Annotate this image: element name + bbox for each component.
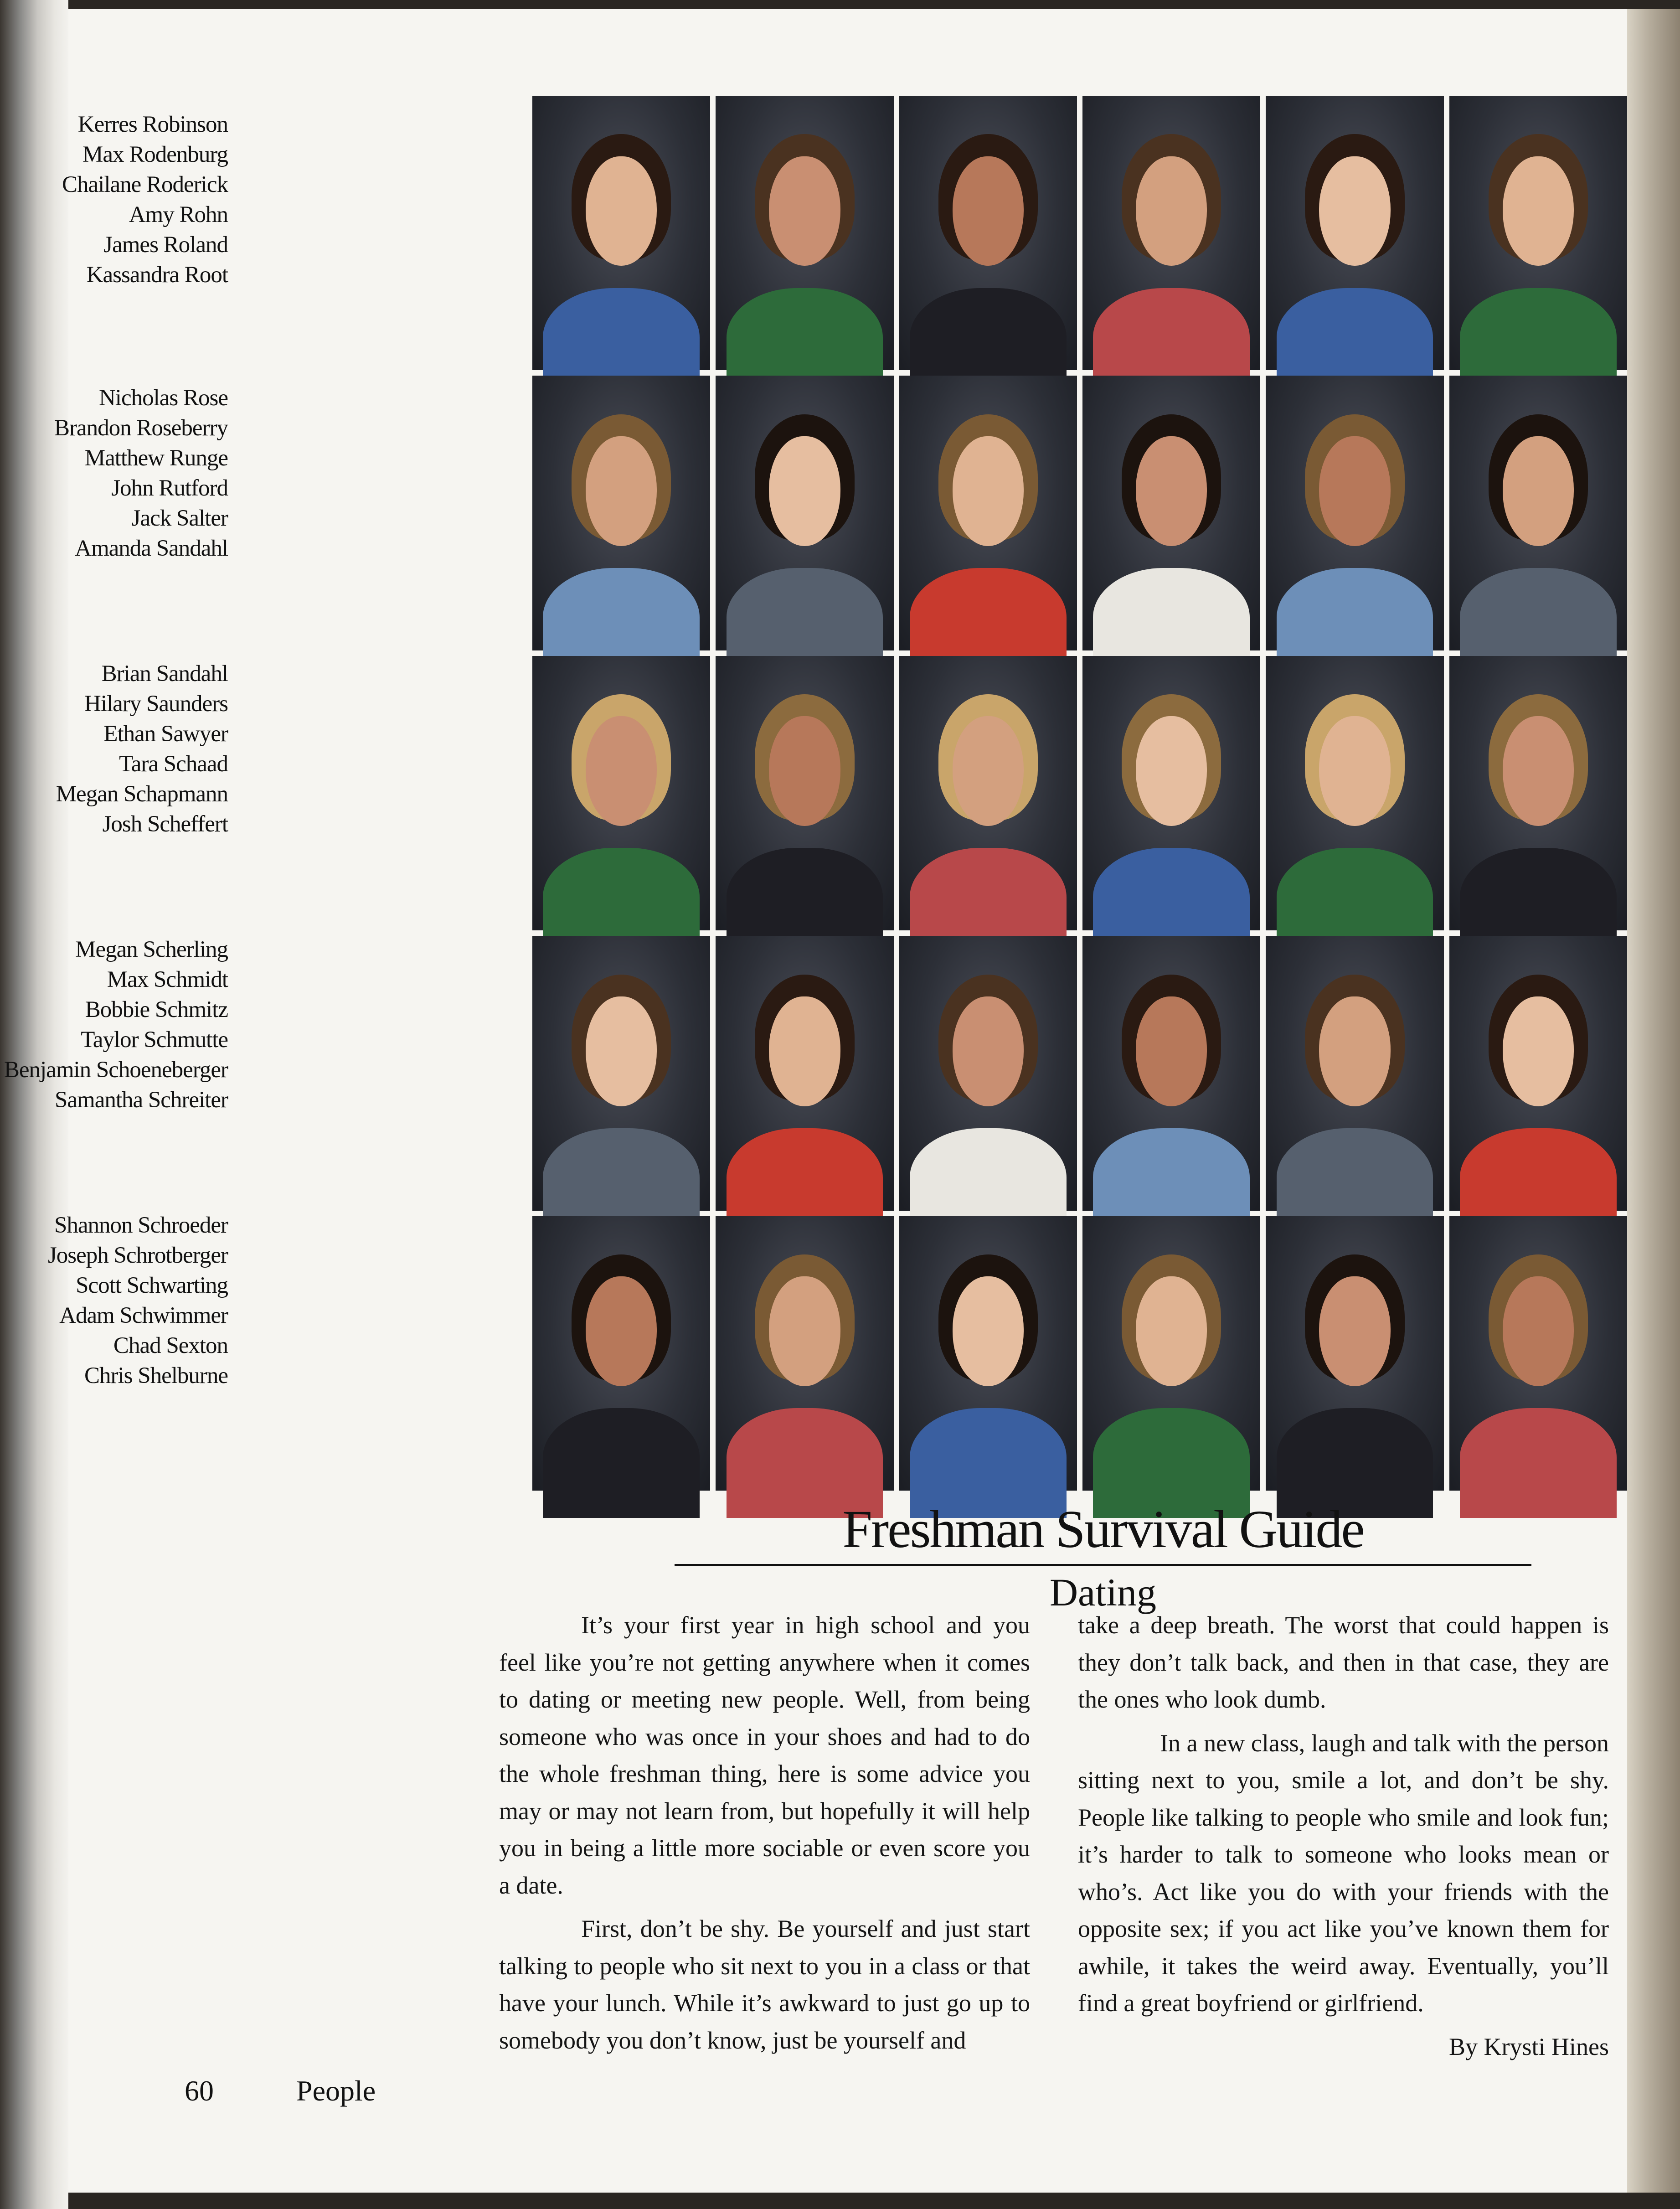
portrait-face	[953, 156, 1024, 266]
article-subtitle: Dating	[1049, 1570, 1157, 1614]
portrait-face	[1319, 156, 1390, 266]
student-name: Nicholas Rose	[98, 385, 228, 411]
article-title: Freshman Survival Guide	[842, 1499, 1364, 1559]
name-list-row-3	[0, 659, 228, 839]
student-name: Kassandra Root	[86, 262, 228, 288]
student-name: Chris Shelburne	[84, 1363, 228, 1388]
student-name: Brandon Roseberry	[54, 415, 228, 441]
portrait-face	[1319, 436, 1390, 546]
student-portrait	[716, 936, 893, 1210]
student-portrait	[1449, 376, 1627, 650]
student-portrait	[1449, 1216, 1627, 1491]
student-portrait	[899, 96, 1077, 370]
portrait-grid	[532, 96, 1627, 1491]
student-portrait	[716, 1216, 893, 1491]
student-portrait	[899, 656, 1077, 930]
yearbook-page	[4, 9, 1627, 2193]
student-portrait	[532, 96, 710, 370]
student-portrait	[532, 1216, 710, 1491]
student-name: Ethan Sawyer	[103, 721, 228, 747]
article-column-left	[499, 1607, 1030, 2065]
name-list-row-1	[0, 109, 228, 290]
portrait-face	[1503, 436, 1574, 546]
article-paragraph: take a deep breath. The worst that could happen is they don’t talk back, and then in that case, they are the ones who look dumb.	[1078, 1611, 1609, 1713]
student-portrait	[1266, 96, 1443, 370]
student-portrait	[1082, 656, 1260, 930]
portrait-face	[1136, 996, 1207, 1106]
article-paragraph: First, don’t be shy. Be yourself and just start talking to people who sit next to you in a class or that have your lunch. While it’s awkward to just go up to somebody you don’t know, just be yourself and	[499, 1915, 1030, 2054]
student-portrait	[1082, 376, 1260, 650]
portrait-face	[1503, 156, 1574, 266]
portrait-face	[953, 996, 1024, 1106]
student-portrait	[1449, 656, 1627, 930]
student-name: Bobbie Schmitz	[85, 997, 228, 1022]
student-name: Benjamin Schoeneberger	[4, 1057, 228, 1083]
portrait-face	[586, 436, 657, 546]
student-name: Amy Rohn	[129, 202, 228, 227]
portrait-face	[1136, 1276, 1207, 1386]
portrait-face	[1136, 716, 1207, 826]
portrait-face	[769, 716, 840, 826]
article-byline: By Krysti Hines	[1449, 2033, 1609, 2060]
student-name: Max Rodenburg	[82, 142, 228, 167]
student-portrait	[1266, 1216, 1443, 1491]
student-name: Max Schmidt	[107, 967, 228, 992]
student-portrait	[1266, 656, 1443, 930]
student-portrait	[716, 376, 893, 650]
portrait-face	[769, 996, 840, 1106]
student-portrait	[716, 96, 893, 370]
portrait-face	[1503, 716, 1574, 826]
student-name: Adam Schwimmer	[59, 1303, 228, 1328]
student-portrait	[1266, 936, 1443, 1210]
student-portrait	[899, 376, 1077, 650]
student-name: Shannon Schroeder	[54, 1213, 228, 1238]
student-portrait	[532, 936, 710, 1210]
portrait-face	[1136, 156, 1207, 266]
student-portrait	[899, 1216, 1077, 1491]
portrait-face	[769, 156, 840, 266]
portrait-face	[1319, 716, 1390, 826]
student-portrait	[532, 376, 710, 650]
student-name: Matthew Runge	[84, 445, 228, 471]
article-paragraph: It’s your first year in high school and you feel like you’re not getting anywhere when it comes to dating or meeting new people. Well, from being someone who was once in your shoes and had to do the whole freshman thing, here is some advice you may or may not learn from, but hopefully it will help you in being a little more sociable or even score you a date.	[499, 1611, 1030, 1899]
portrait-face	[769, 1276, 840, 1386]
portrait-face	[1136, 436, 1207, 546]
student-name: Chailane Roderick	[62, 172, 228, 197]
student-portrait	[1082, 1216, 1260, 1491]
portrait-face	[1319, 1276, 1390, 1386]
student-name: Tara Schaad	[119, 751, 228, 777]
next-page-edge	[1627, 9, 1680, 2193]
student-name: Amanda Sandahl	[75, 536, 228, 561]
title-divider	[675, 1564, 1531, 1566]
page-number: 60	[185, 2075, 214, 2107]
section-label: People	[296, 2075, 376, 2107]
portrait-face	[953, 436, 1024, 546]
student-name: Megan Schapmann	[56, 781, 228, 807]
student-name: Kerres Robinson	[77, 112, 228, 137]
portrait-face	[586, 996, 657, 1106]
portrait-face	[769, 436, 840, 546]
student-name: Jack Salter	[131, 506, 228, 531]
student-name: Samantha Schreiter	[55, 1087, 228, 1113]
article-header	[675, 1497, 1531, 1617]
portrait-face	[1503, 996, 1574, 1106]
student-portrait	[1449, 936, 1627, 1210]
portrait-face	[953, 716, 1024, 826]
article-paragraph: In a new class, laugh and talk with the person sitting next to you, smile a lot, and don’t be shy. People like talking to people who smile and look fun; it’s harder to talk to someone who looks mean or who’s. Act like you do with your friends with the opposite sex; if you act like you’ve known them for awhile, it takes the weird away. Eventually, you’ll find a great boyfriend or girlfriend.	[1078, 1729, 1609, 2017]
student-portrait	[1449, 96, 1627, 370]
student-portrait	[532, 656, 710, 930]
student-name: Chad Sexton	[113, 1333, 228, 1358]
student-name: Joseph Schrotberger	[47, 1243, 228, 1268]
portrait-face	[953, 1276, 1024, 1386]
student-name: Megan Scherling	[75, 937, 228, 962]
name-list-row-2	[0, 383, 228, 563]
student-portrait	[1082, 936, 1260, 1210]
student-portrait	[716, 656, 893, 930]
student-portrait	[1266, 376, 1443, 650]
student-portrait	[899, 936, 1077, 1210]
portrait-face	[1319, 996, 1390, 1106]
portrait-face	[586, 716, 657, 826]
portrait-face	[586, 156, 657, 266]
student-name: John Rutford	[111, 475, 228, 501]
name-list-row-5	[0, 1210, 228, 1391]
student-name: Taylor Schmutte	[81, 1027, 228, 1053]
article-column-right	[1078, 1607, 1609, 2065]
student-name: Scott Schwarting	[76, 1273, 228, 1298]
student-portrait	[1082, 96, 1260, 370]
student-name: Brian Sandahl	[101, 661, 228, 686]
student-name: James Roland	[103, 232, 228, 258]
portrait-face	[586, 1276, 657, 1386]
student-name: Josh Scheffert	[102, 811, 228, 837]
name-list-row-4	[0, 934, 228, 1115]
portrait-face	[1503, 1276, 1574, 1386]
student-name: Hilary Saunders	[84, 691, 228, 717]
